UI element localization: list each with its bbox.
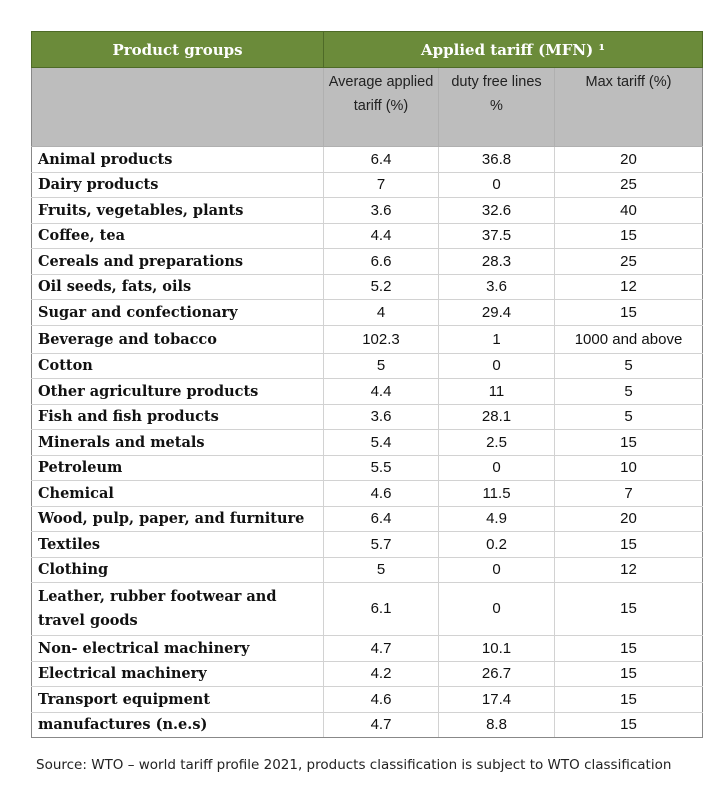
table-row bbox=[32, 430, 703, 456]
cell-product-group: Coffee, tea bbox=[32, 223, 324, 249]
table-row bbox=[32, 455, 703, 481]
cell-average-applied-tariff: 5.2 bbox=[324, 274, 439, 300]
cell-average-applied-tariff: 5 bbox=[324, 557, 439, 583]
cell-duty-free-lines: 0.2 bbox=[439, 532, 555, 558]
cell-product-group: manufactures (n.e.s) bbox=[32, 712, 324, 738]
cell-max-tariff: 5 bbox=[555, 404, 703, 430]
table-row bbox=[32, 379, 703, 405]
table-row bbox=[32, 274, 703, 300]
cell-average-applied-tariff: 102.3 bbox=[324, 325, 439, 353]
cell-average-applied-tariff: 6.1 bbox=[324, 583, 439, 636]
header-average-applied-tariff: Average applied tariff (%) bbox=[324, 68, 439, 147]
cell-max-tariff: 12 bbox=[555, 274, 703, 300]
table-row bbox=[32, 249, 703, 275]
cell-duty-free-lines: 4.9 bbox=[439, 506, 555, 532]
cell-duty-free-lines: 17.4 bbox=[439, 687, 555, 713]
cell-product-group: Beverage and tobacco bbox=[32, 325, 324, 353]
cell-max-tariff: 10 bbox=[555, 455, 703, 481]
cell-max-tariff: 12 bbox=[555, 557, 703, 583]
cell-product-group: Other agriculture products bbox=[32, 379, 324, 405]
cell-product-group: Animal products bbox=[32, 147, 324, 173]
cell-average-applied-tariff: 5.4 bbox=[324, 430, 439, 456]
cell-average-applied-tariff: 4 bbox=[324, 300, 439, 326]
cell-duty-free-lines: 11 bbox=[439, 379, 555, 405]
cell-product-group: Leather, rubber footwear and travel goods bbox=[32, 583, 324, 636]
cell-max-tariff: 20 bbox=[555, 147, 703, 173]
cell-average-applied-tariff: 4.7 bbox=[324, 712, 439, 738]
cell-max-tariff: 15 bbox=[555, 583, 703, 636]
table-row bbox=[32, 198, 703, 224]
cell-product-group: Cotton bbox=[32, 353, 324, 379]
header-blank-cell bbox=[32, 68, 324, 147]
table-row bbox=[32, 300, 703, 326]
cell-product-group: Fish and fish products bbox=[32, 404, 324, 430]
cell-duty-free-lines: 10.1 bbox=[439, 636, 555, 662]
cell-average-applied-tariff: 3.6 bbox=[324, 198, 439, 224]
cell-product-group: Cereals and preparations bbox=[32, 249, 324, 275]
header-product-groups: Product groups bbox=[32, 32, 324, 68]
cell-product-group: Petroleum bbox=[32, 455, 324, 481]
cell-duty-free-lines: 0 bbox=[439, 353, 555, 379]
header-max-tariff: Max tariff (%) bbox=[555, 68, 703, 147]
cell-product-group: Non- electrical machinery bbox=[32, 636, 324, 662]
table-row bbox=[32, 532, 703, 558]
cell-duty-free-lines: 0 bbox=[439, 583, 555, 636]
cell-product-group: Sugar and confectionary bbox=[32, 300, 324, 326]
cell-average-applied-tariff: 4.4 bbox=[324, 223, 439, 249]
cell-duty-free-lines: 28.3 bbox=[439, 249, 555, 275]
cell-max-tariff: 20 bbox=[555, 506, 703, 532]
cell-product-group: Dairy products bbox=[32, 172, 324, 198]
cell-duty-free-lines: 37.5 bbox=[439, 223, 555, 249]
cell-average-applied-tariff: 4.6 bbox=[324, 481, 439, 507]
cell-average-applied-tariff: 3.6 bbox=[324, 404, 439, 430]
cell-max-tariff: 15 bbox=[555, 223, 703, 249]
table-row bbox=[32, 147, 703, 173]
cell-average-applied-tariff: 4.4 bbox=[324, 379, 439, 405]
cell-max-tariff: 40 bbox=[555, 198, 703, 224]
table-row bbox=[32, 172, 703, 198]
cell-max-tariff: 15 bbox=[555, 300, 703, 326]
cell-max-tariff: 7 bbox=[555, 481, 703, 507]
cell-max-tariff: 25 bbox=[555, 249, 703, 275]
cell-duty-free-lines: 36.8 bbox=[439, 147, 555, 173]
cell-max-tariff: 5 bbox=[555, 353, 703, 379]
table-row bbox=[32, 636, 703, 662]
cell-duty-free-lines: 8.8 bbox=[439, 712, 555, 738]
cell-product-group: Wood, pulp, paper, and furniture bbox=[32, 506, 324, 532]
table-row bbox=[32, 661, 703, 687]
tariff-table-container bbox=[31, 31, 702, 738]
cell-max-tariff: 5 bbox=[555, 379, 703, 405]
cell-product-group: Minerals and metals bbox=[32, 430, 324, 456]
header-applied-tariff: Applied tariff (MFN) ¹ bbox=[324, 32, 703, 68]
cell-average-applied-tariff: 4.2 bbox=[324, 661, 439, 687]
header-row-sub bbox=[32, 68, 703, 147]
cell-duty-free-lines: 29.4 bbox=[439, 300, 555, 326]
table-row bbox=[32, 712, 703, 738]
source-note: Source: WTO – world tariff profile 2021, products classification is subject to WTO classification bbox=[36, 757, 672, 773]
cell-duty-free-lines: 3.6 bbox=[439, 274, 555, 300]
table-row bbox=[32, 404, 703, 430]
cell-duty-free-lines: 2.5 bbox=[439, 430, 555, 456]
cell-duty-free-lines: 0 bbox=[439, 557, 555, 583]
cell-max-tariff: 15 bbox=[555, 430, 703, 456]
table-row bbox=[32, 353, 703, 379]
tariff-table bbox=[31, 31, 703, 738]
table-row bbox=[32, 557, 703, 583]
cell-product-group: Transport equipment bbox=[32, 687, 324, 713]
cell-max-tariff: 1000 and above bbox=[555, 325, 703, 353]
cell-average-applied-tariff: 5.7 bbox=[324, 532, 439, 558]
table-row bbox=[32, 325, 703, 353]
header-row-main bbox=[32, 32, 703, 68]
cell-product-group: Fruits, vegetables, plants bbox=[32, 198, 324, 224]
cell-average-applied-tariff: 6.6 bbox=[324, 249, 439, 275]
cell-product-group: Clothing bbox=[32, 557, 324, 583]
cell-max-tariff: 15 bbox=[555, 712, 703, 738]
cell-average-applied-tariff: 7 bbox=[324, 172, 439, 198]
cell-product-group: Textiles bbox=[32, 532, 324, 558]
cell-max-tariff: 15 bbox=[555, 687, 703, 713]
cell-average-applied-tariff: 5.5 bbox=[324, 455, 439, 481]
table-row bbox=[32, 687, 703, 713]
cell-duty-free-lines: 1 bbox=[439, 325, 555, 353]
header-duty-free-lines: duty free lines % bbox=[439, 68, 555, 147]
table-body bbox=[32, 147, 703, 738]
table-row bbox=[32, 506, 703, 532]
table-header bbox=[32, 32, 703, 147]
cell-max-tariff: 25 bbox=[555, 172, 703, 198]
table-row bbox=[32, 583, 703, 636]
cell-duty-free-lines: 11.5 bbox=[439, 481, 555, 507]
cell-average-applied-tariff: 4.6 bbox=[324, 687, 439, 713]
cell-product-group: Oil seeds, fats, oils bbox=[32, 274, 324, 300]
cell-product-group: Electrical machinery bbox=[32, 661, 324, 687]
cell-max-tariff: 15 bbox=[555, 636, 703, 662]
cell-average-applied-tariff: 6.4 bbox=[324, 506, 439, 532]
table-row bbox=[32, 223, 703, 249]
cell-duty-free-lines: 28.1 bbox=[439, 404, 555, 430]
cell-average-applied-tariff: 4.7 bbox=[324, 636, 439, 662]
cell-max-tariff: 15 bbox=[555, 532, 703, 558]
cell-product-group: Chemical bbox=[32, 481, 324, 507]
cell-duty-free-lines: 26.7 bbox=[439, 661, 555, 687]
cell-average-applied-tariff: 5 bbox=[324, 353, 439, 379]
table-row bbox=[32, 481, 703, 507]
cell-duty-free-lines: 32.6 bbox=[439, 198, 555, 224]
cell-max-tariff: 15 bbox=[555, 661, 703, 687]
cell-average-applied-tariff: 6.4 bbox=[324, 147, 439, 173]
cell-duty-free-lines: 0 bbox=[439, 455, 555, 481]
cell-duty-free-lines: 0 bbox=[439, 172, 555, 198]
